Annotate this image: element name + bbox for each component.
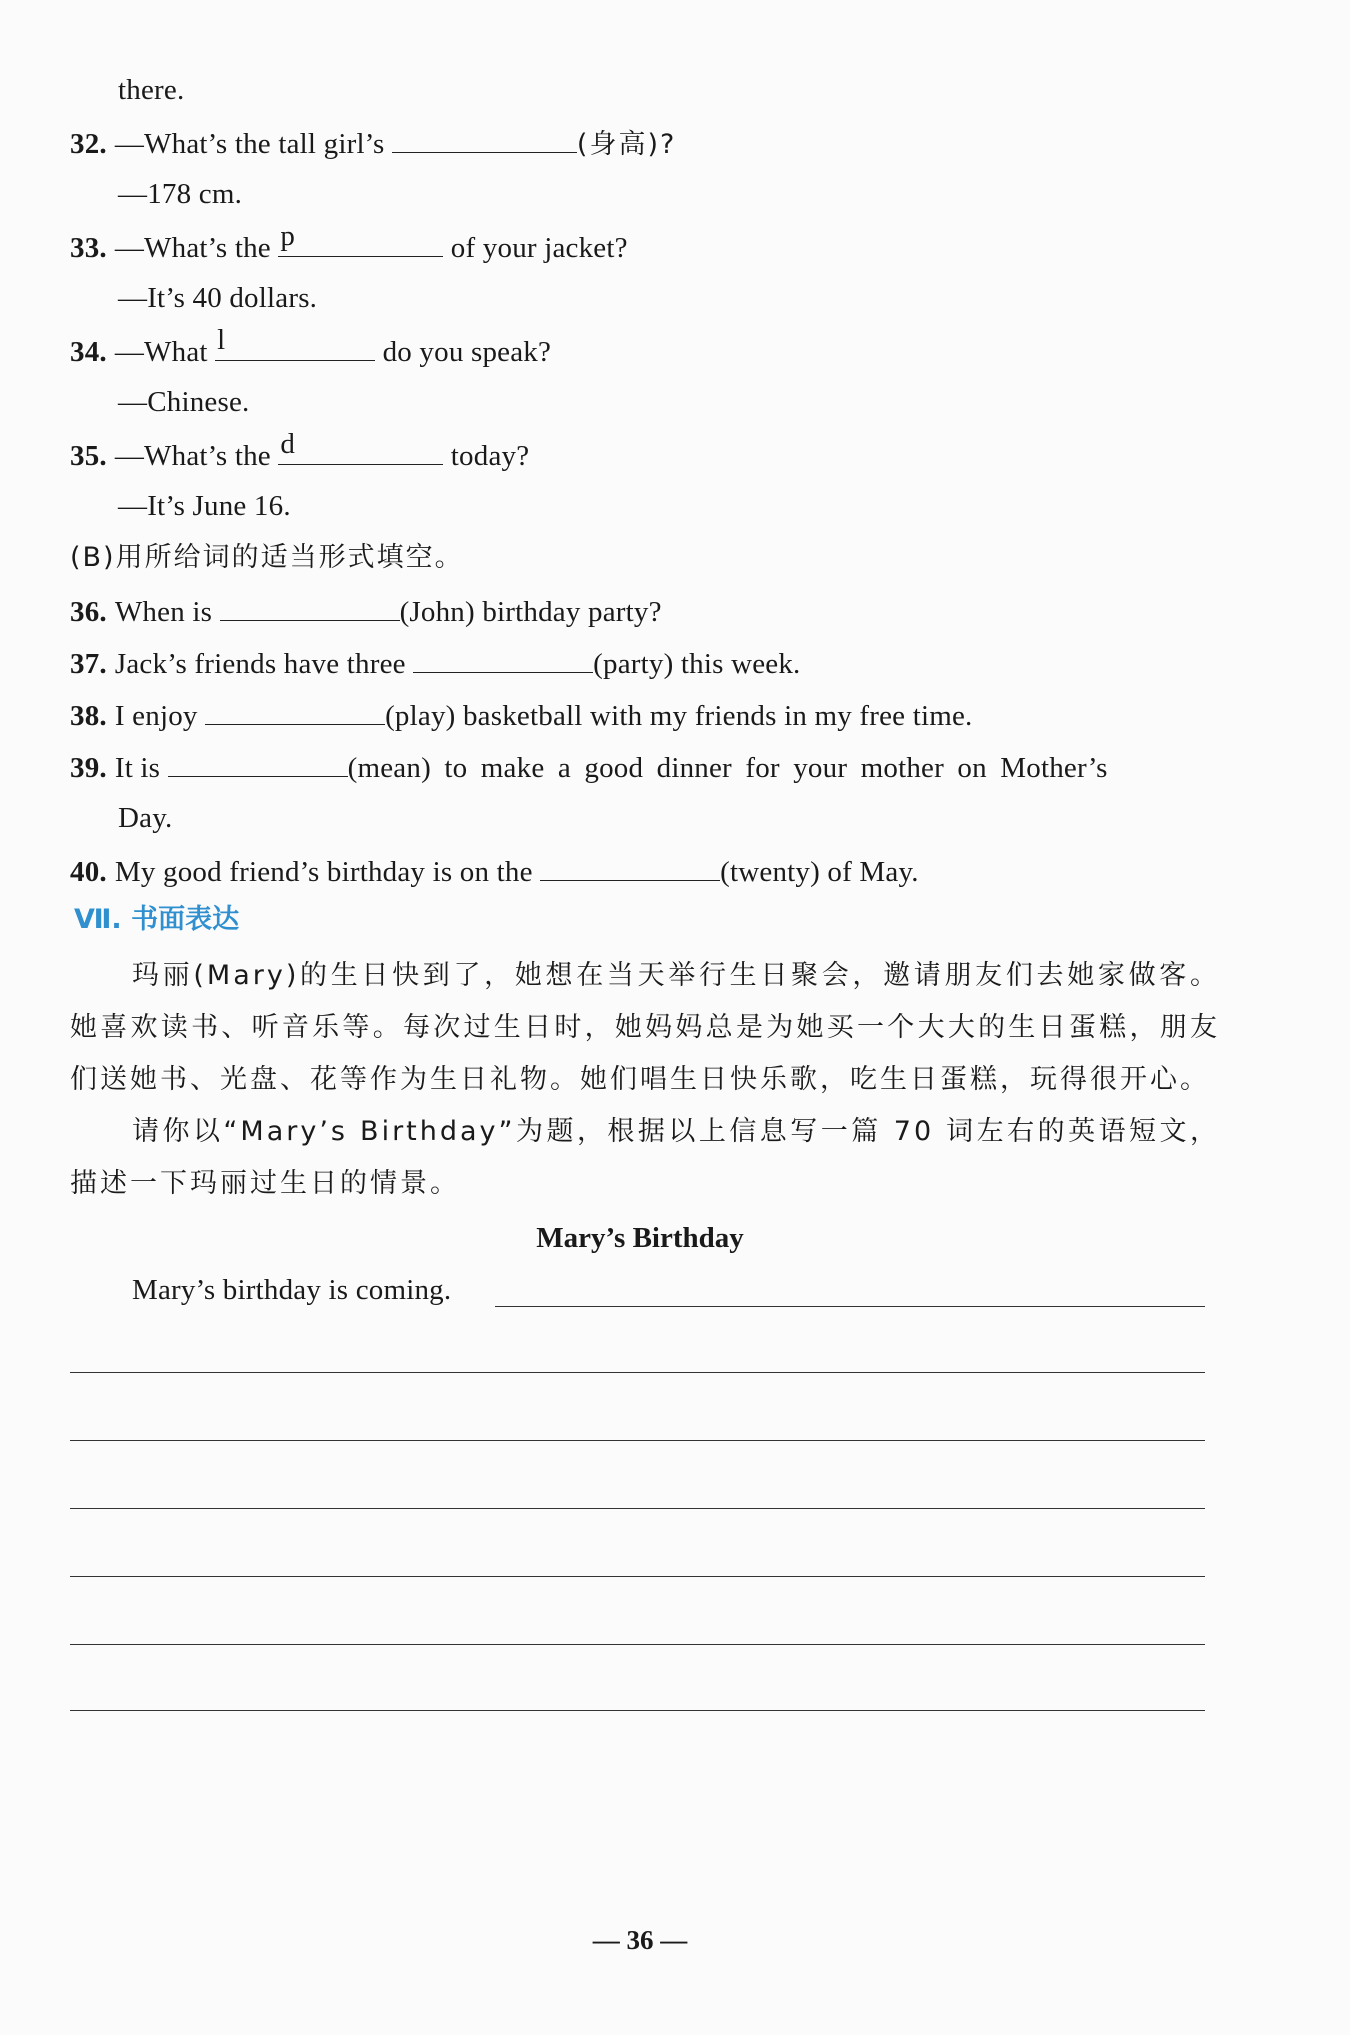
question-text: —What’s the [114, 232, 271, 264]
writing-line[interactable] [70, 1508, 1205, 1509]
answer-blank[interactable] [278, 220, 443, 257]
answer-blank[interactable] [205, 694, 385, 725]
question-text: It is [114, 752, 161, 784]
writing-line[interactable] [70, 1710, 1205, 1711]
writing-prompt-paragraph-1: 玛丽(Mary)的生日快到了，她想在当天举行生日聚会，邀请朋友们去她家做客。她喜欢读书、听音乐等。每次过生日时，她妈妈总是为她买一个大大的生日蛋糕，朋友们送她书、光盘、花等作为生日礼物。她们唱生日快乐歌，吃生日蛋糕，玩得很开心。 [70, 960, 1220, 1095]
composition-title: Mary’s Birthday [536, 1222, 744, 1254]
question-35 [70, 428, 530, 476]
question-text: Jack’s friends have three [114, 648, 406, 680]
answer-blank[interactable] [392, 122, 577, 153]
question-number: 38. [70, 700, 107, 732]
question-39 [70, 746, 1108, 788]
answer-35: —It’s June 16. [118, 490, 291, 522]
question-number: 36. [70, 596, 107, 628]
question-number: 37. [70, 648, 107, 680]
question-34 [70, 324, 552, 372]
writing-prompt-paragraph-2: 请你以“Mary’s Birthday”为题，根据以上信息写一篇 70 词左右的英语短文，描述一下玛丽过生日的情景。 [70, 1116, 1220, 1199]
question-33 [70, 220, 628, 268]
answer-blank[interactable] [540, 850, 720, 881]
answer-blank[interactable] [413, 642, 593, 673]
answer-blank[interactable] [215, 324, 375, 361]
hint-text: (身高)? [576, 129, 677, 160]
question-text-after: of your jacket? [450, 232, 628, 264]
question-text: —What’s the tall girl’s [114, 128, 385, 160]
question-text-after: today? [450, 440, 530, 472]
question-number: 34. [70, 336, 107, 368]
composition-start-sentence: Mary’s birthday is coming. [132, 1274, 452, 1306]
answer-blank[interactable] [220, 590, 400, 621]
question-text: —What’s the [114, 440, 271, 472]
question-text: My good friend’s birthday is on the [114, 856, 533, 888]
question-36 [70, 590, 662, 632]
question-text-after: (twenty) of May. [720, 856, 919, 888]
writing-line[interactable] [70, 1372, 1205, 1373]
question-number: 33. [70, 232, 107, 264]
writing-line[interactable] [70, 1644, 1205, 1645]
question-text-after: (play) basketball with my friends in my free time. [385, 700, 973, 732]
question-number: 39. [70, 752, 107, 784]
question-text: I enjoy [114, 700, 198, 732]
question-number: 40. [70, 856, 107, 888]
writing-line[interactable] [70, 1576, 1205, 1577]
question-text-after: do you speak? [382, 336, 552, 368]
writing-line[interactable] [495, 1306, 1205, 1307]
question-39-continuation: Day. [118, 802, 173, 834]
first-letter: p [280, 220, 296, 252]
answer-blank[interactable] [168, 746, 348, 777]
question-number: 32. [70, 128, 107, 160]
question-text: When is [114, 596, 213, 628]
first-letter: d [280, 428, 296, 460]
question-38 [70, 694, 973, 736]
section-7-heading: Ⅶ. 书面表达 [74, 904, 240, 935]
question-text: —What [114, 336, 208, 368]
part-b-instruction: (B)用所给词的适当形式填空。 [70, 542, 464, 573]
question-37 [70, 642, 801, 684]
question-text-after: (mean) to make a good dinner for your mother on Mother’s [347, 752, 1108, 784]
page-number: — 36 — [592, 1925, 688, 1955]
answer-32: —178 cm. [118, 178, 243, 210]
question-text-after: (John) birthday party? [399, 596, 662, 628]
first-letter: l [217, 324, 226, 356]
answer-blank[interactable] [278, 428, 443, 465]
previous-question-tail: there. [118, 74, 185, 106]
question-number: 35. [70, 440, 107, 472]
writing-line[interactable] [70, 1440, 1205, 1441]
question-40 [70, 850, 919, 892]
question-text-after: (party) this week. [593, 648, 801, 680]
question-32 [70, 122, 676, 165]
answer-33: —It’s 40 dollars. [118, 282, 318, 314]
answer-34: —Chinese. [118, 386, 250, 418]
